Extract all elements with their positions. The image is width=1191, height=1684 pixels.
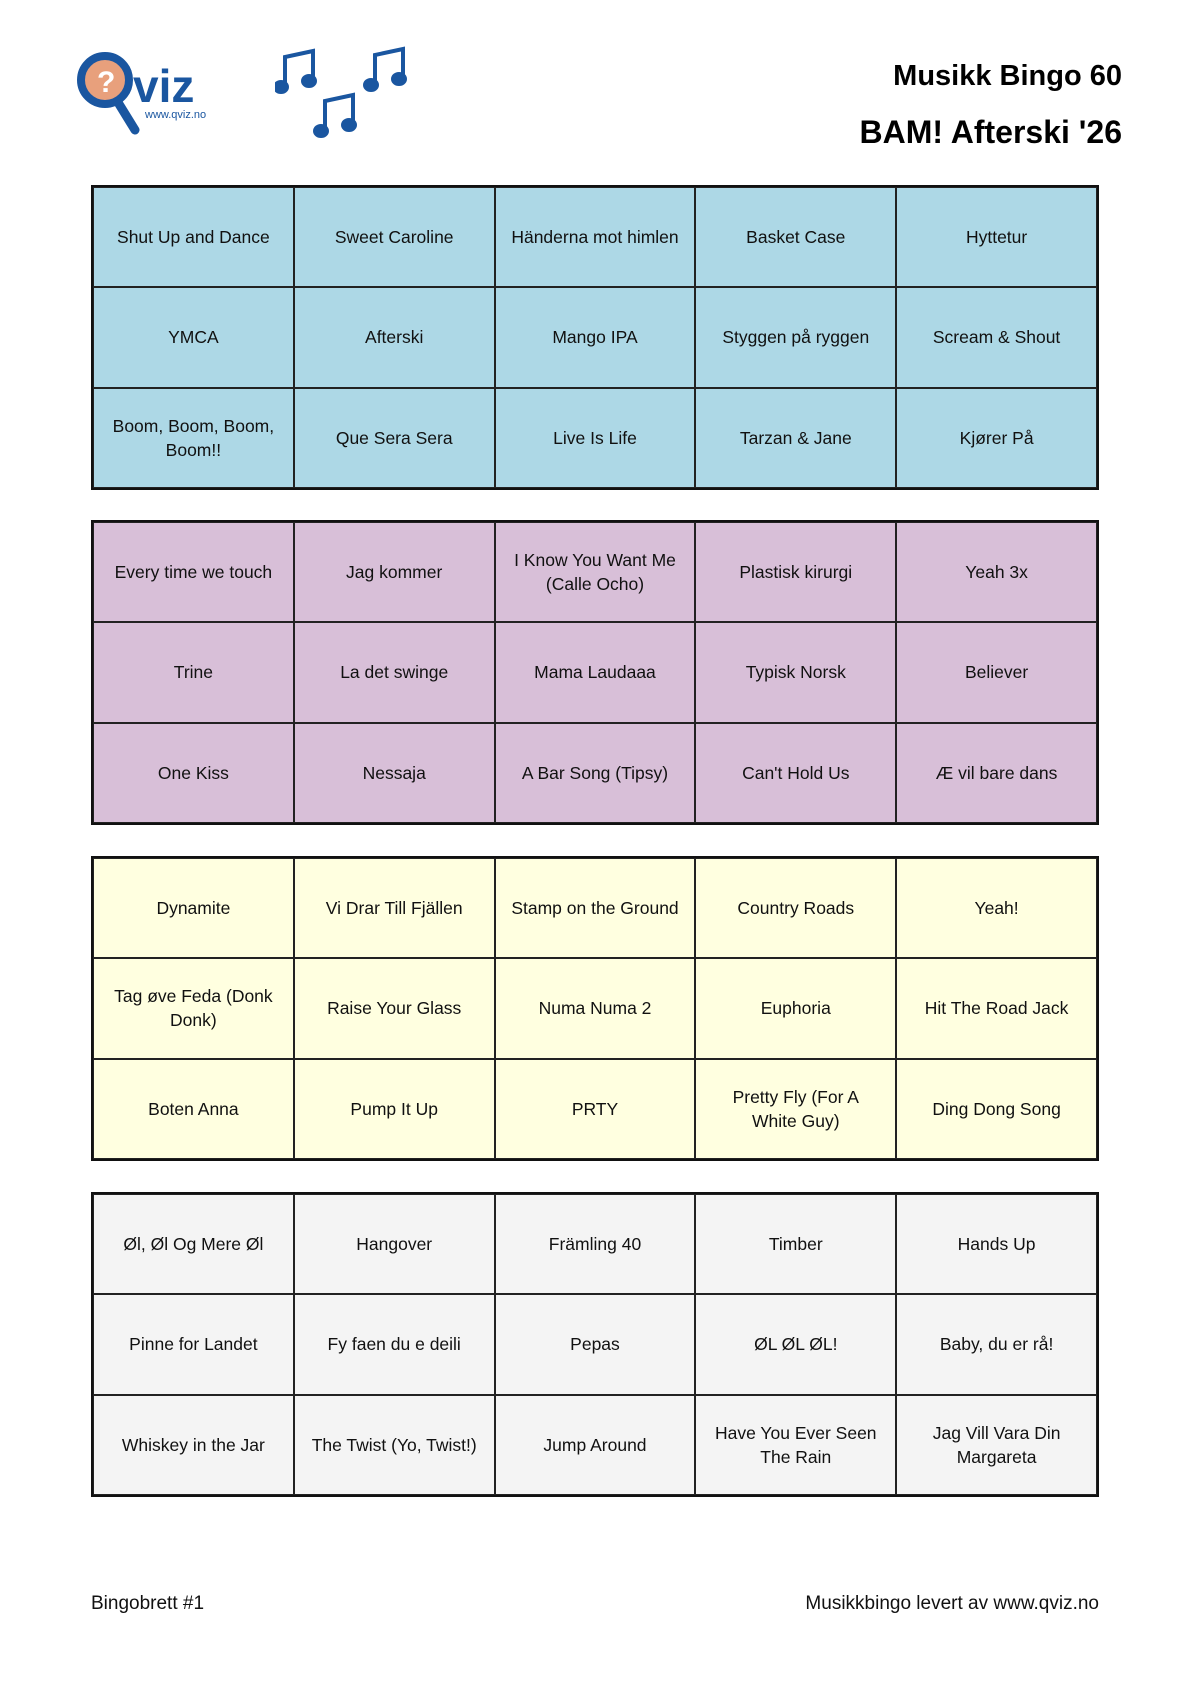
bingo-cell: I Know You Want Me (Calle Ocho) — [495, 522, 696, 622]
bingo-cell: One Kiss — [93, 723, 294, 823]
board-number: Bingobrett #1 — [91, 1593, 205, 1614]
svg-text:www.qviz.no: www.qviz.no — [145, 109, 207, 121]
bingo-subtitle: BAM! Afterski '26 — [859, 114, 1122, 150]
bingo-cell: Afterski — [294, 287, 495, 387]
bingo-cell: Hangover — [294, 1194, 495, 1294]
bingo-cell: Whiskey in the Jar — [93, 1395, 294, 1495]
bingo-cell: Shut Up and Dance — [93, 187, 294, 287]
bingo-cell: Pump It Up — [294, 1059, 495, 1159]
bingo-cell: Pretty Fly (For A White Guy) — [695, 1059, 896, 1159]
bingo-cell: Tarzan & Jane — [695, 388, 896, 488]
bingo-cell: Can't Hold Us — [695, 723, 896, 823]
bingo-cell: Boom, Boom, Boom, Boom!! — [93, 388, 294, 488]
bingo-cell: Kjører På — [896, 388, 1097, 488]
svg-text:?: ? — [97, 66, 116, 99]
music-notes-icon — [275, 45, 445, 145]
bingo-grid-1 — [91, 185, 1099, 490]
bingo-cell: Ding Dong Song — [896, 1059, 1097, 1159]
bingo-cell: Yeah! — [896, 858, 1097, 958]
bingo-cell: Mango IPA — [495, 287, 696, 387]
bingo-cell: Styggen på ryggen — [695, 287, 896, 387]
bingo-cell: Trine — [93, 622, 294, 722]
bingo-grid-4 — [91, 1192, 1099, 1497]
bingo-cell: Dynamite — [93, 858, 294, 958]
bingo-cell: Hyttetur — [896, 187, 1097, 287]
bingo-cell: Baby, du er rå! — [896, 1294, 1097, 1394]
bingo-cell: Boten Anna — [93, 1059, 294, 1159]
bingo-cell: Främling 40 — [495, 1194, 696, 1294]
bingo-cell: Jag Vill Vara Din Margareta — [896, 1395, 1097, 1495]
bingo-cell: Tag øve Feda (Donk Donk) — [93, 958, 294, 1058]
bingo-cell: Live Is Life — [495, 388, 696, 488]
bingo-cell: Nessaja — [294, 723, 495, 823]
bingo-cell: Every time we touch — [93, 522, 294, 622]
bingo-cell: The Twist (Yo, Twist!) — [294, 1395, 495, 1495]
bingo-cell: Øl, Øl Og Mere Øl — [93, 1194, 294, 1294]
bingo-cell: Typisk Norsk — [695, 622, 896, 722]
bingo-cell: Vi Drar Till Fjällen — [294, 858, 495, 958]
bingo-cell: Raise Your Glass — [294, 958, 495, 1058]
bingo-cell: ØL ØL ØL! — [695, 1294, 896, 1394]
bingo-cell: YMCA — [93, 287, 294, 387]
qviz-logo — [75, 46, 245, 142]
bingo-cell: Numa Numa 2 — [495, 958, 696, 1058]
bingo-cell: Pepas — [495, 1294, 696, 1394]
bingo-cell: Mama Laudaaa — [495, 622, 696, 722]
bingo-cell: Pinne for Landet — [93, 1294, 294, 1394]
bingo-cell: Yeah 3x — [896, 522, 1097, 622]
bingo-cell: Euphoria — [695, 958, 896, 1058]
bingo-cell: Plastisk kirurgi — [695, 522, 896, 622]
bingo-cell: Æ vil bare dans — [896, 723, 1097, 823]
bingo-cell: Scream & Shout — [896, 287, 1097, 387]
svg-text:viz: viz — [133, 60, 195, 112]
bingo-grid-2 — [91, 520, 1099, 825]
bingo-cell: Timber — [695, 1194, 896, 1294]
bingo-cell: Sweet Caroline — [294, 187, 495, 287]
bingo-cell: Que Sera Sera — [294, 388, 495, 488]
bingo-cell: Hands Up — [896, 1194, 1097, 1294]
bingo-cell: Country Roads — [695, 858, 896, 958]
bingo-cell: Fy faen du e deili — [294, 1294, 495, 1394]
bingo-title: Musikk Bingo 60 — [893, 60, 1122, 92]
bingo-cell: Have You Ever Seen The Rain — [695, 1395, 896, 1495]
bingo-cell: Basket Case — [695, 187, 896, 287]
bingo-cell: Händerna mot himlen — [495, 187, 696, 287]
bingo-cell: La det swinge — [294, 622, 495, 722]
provider-credit: Musikkbingo levert av www.qviz.no — [805, 1593, 1099, 1614]
bingo-cell: A Bar Song (Tipsy) — [495, 723, 696, 823]
bingo-cell: Hit The Road Jack — [896, 958, 1097, 1058]
bingo-cell: Believer — [896, 622, 1097, 722]
bingo-cell: Jump Around — [495, 1395, 696, 1495]
bingo-cell: PRTY — [495, 1059, 696, 1159]
bingo-cell: Jag kommer — [294, 522, 495, 622]
bingo-cell: Stamp on the Ground — [495, 858, 696, 958]
bingo-grid-3 — [91, 856, 1099, 1161]
